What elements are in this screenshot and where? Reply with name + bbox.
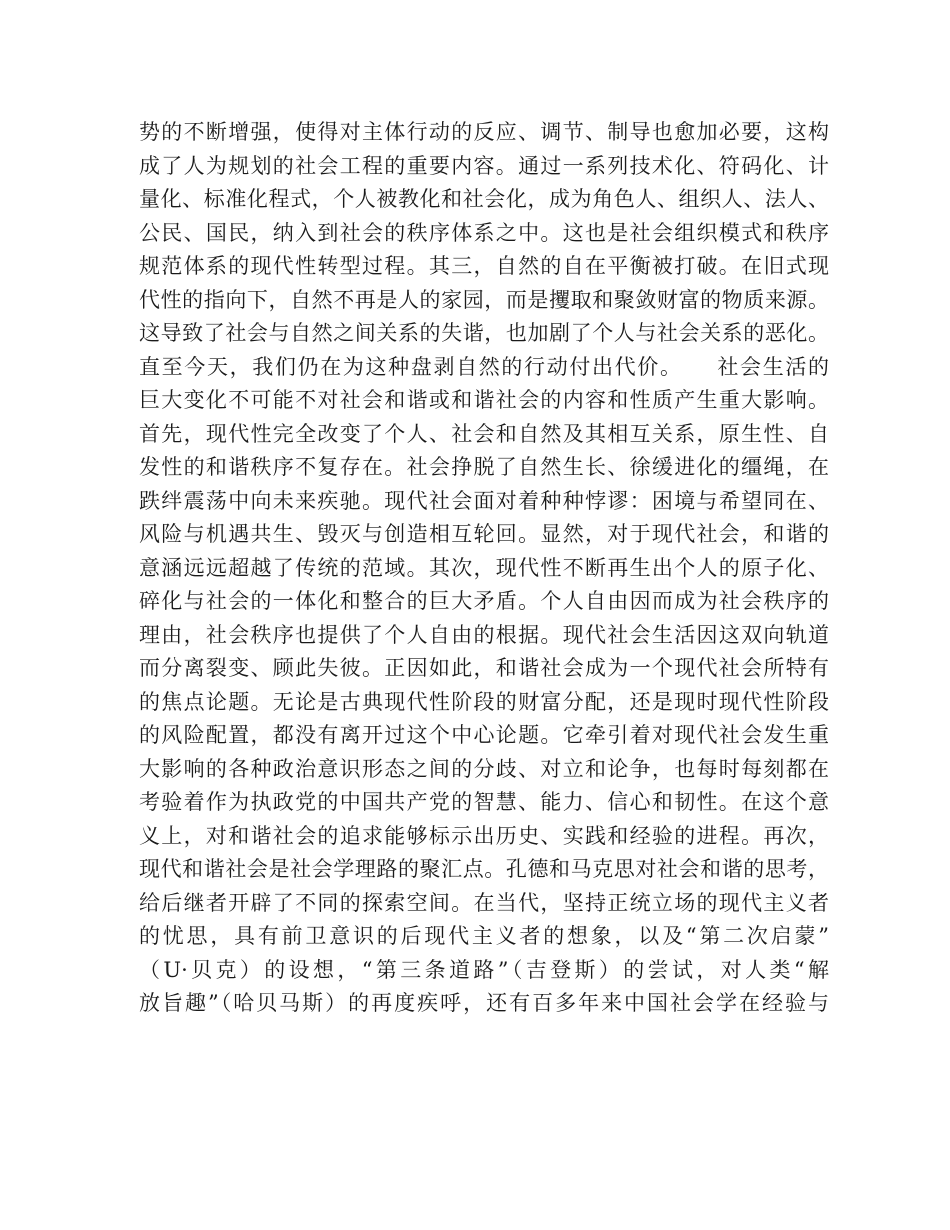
text-line: 风险与机遇共生、毁灭与创造相互轮回。显然，对于现代社会，和谐的 xyxy=(139,522,829,546)
text-line: 考验着作为执政党的中国共产党的智慧、能力、信心和韧性。在这个意 xyxy=(139,790,829,814)
text-line: 公民、国民，纳入到社会的秩序体系之中。这也是社会组织模式和秩序 xyxy=(139,220,829,245)
body-text xyxy=(139,116,829,1021)
text-line: 理由，社会秩序也提供了个人自由的根据。现代社会生活因这双向轨道 xyxy=(139,622,829,647)
text-line: （U·贝克）的设想，“第三条道路”（吉登斯）的尝试，对人类“解 xyxy=(139,957,829,982)
text-line: 量化、标准化程式，个人被教化和社会化，成为角色人、组织人、法人、 xyxy=(139,187,829,211)
text-line: 的焦点论题。无论是古典现代性阶段的财富分配，还是现时现代性阶段 xyxy=(139,689,829,714)
text-line: 现代和谐社会是社会学理路的聚汇点。孔德和马克思对社会和谐的思考， xyxy=(139,857,829,881)
text-line: 首先，现代性完全改变了个人、社会和自然及其相互关系，原生性、自 xyxy=(139,421,829,446)
text-line: 的忧思，具有前卫意识的后现代主义者的想象，以及“第二次启蒙” xyxy=(139,924,829,948)
text-line: 而分离裂变、顾此失彼。正因如此，和谐社会成为一个现代社会所特有 xyxy=(139,656,829,680)
text-line: 巨大变化不可能不对社会和谐或和谐社会的内容和性质产生重大影响。 xyxy=(139,388,829,412)
text-line: 代性的指向下，自然不再是人的家园，而是攫取和聚敛财富的物质来源。 xyxy=(139,287,829,312)
text-line: 给后继者开辟了不同的探索空间。在当代，坚持正统立场的现代主义者 xyxy=(139,890,829,915)
text-line: 的风险配置，都没有离开过这个中心论题。它牵引着对现代社会发生重 xyxy=(139,723,829,747)
text-line: 跌绊震荡中向未来疾驰。现代社会面对着种种悖谬：困境与希望同在、 xyxy=(139,488,829,513)
text-line: 义上，对和谐社会的追求能够标示出历史、实践和经验的进程。再次， xyxy=(139,823,829,848)
text-line: 这导致了社会与自然之间关系的失谐，也加剧了个人与社会关系的恶化。 xyxy=(139,321,829,345)
text-line: 大影响的各种政治意识形态之间的分歧、对立和论争，也每时每刻都在 xyxy=(139,756,829,781)
text-line: 意涵远远超越了传统的范域。其次，现代性不断再生出个人的原子化、 xyxy=(139,555,829,580)
text-line: 碎化与社会的一体化和整合的巨大矛盾。个人自由因而成为社会秩序的 xyxy=(139,589,829,613)
text-line: 规范体系的现代性转型过程。其三，自然的自在平衡被打破。在旧式现 xyxy=(139,254,829,278)
text-line: 成了人为规划的社会工程的重要内容。通过一系列技术化、符码化、计 xyxy=(139,153,829,178)
text-line: 放旨趣”（哈贝马斯）的再度疾呼，还有百多年来中国社会学在经验与 xyxy=(139,991,829,1015)
text-line: 发性的和谐秩序不复存在。社会挣脱了自然生长、徐缓进化的缰绳，在 xyxy=(139,455,829,479)
text-line: 势的不断增强，使得对主体行动的反应、调节、制导也愈加必要，这构 xyxy=(139,120,829,144)
text-line: 直至今天，我们仍在为这种盘剥自然的行动付出代价。 社会生活的 xyxy=(139,354,829,379)
